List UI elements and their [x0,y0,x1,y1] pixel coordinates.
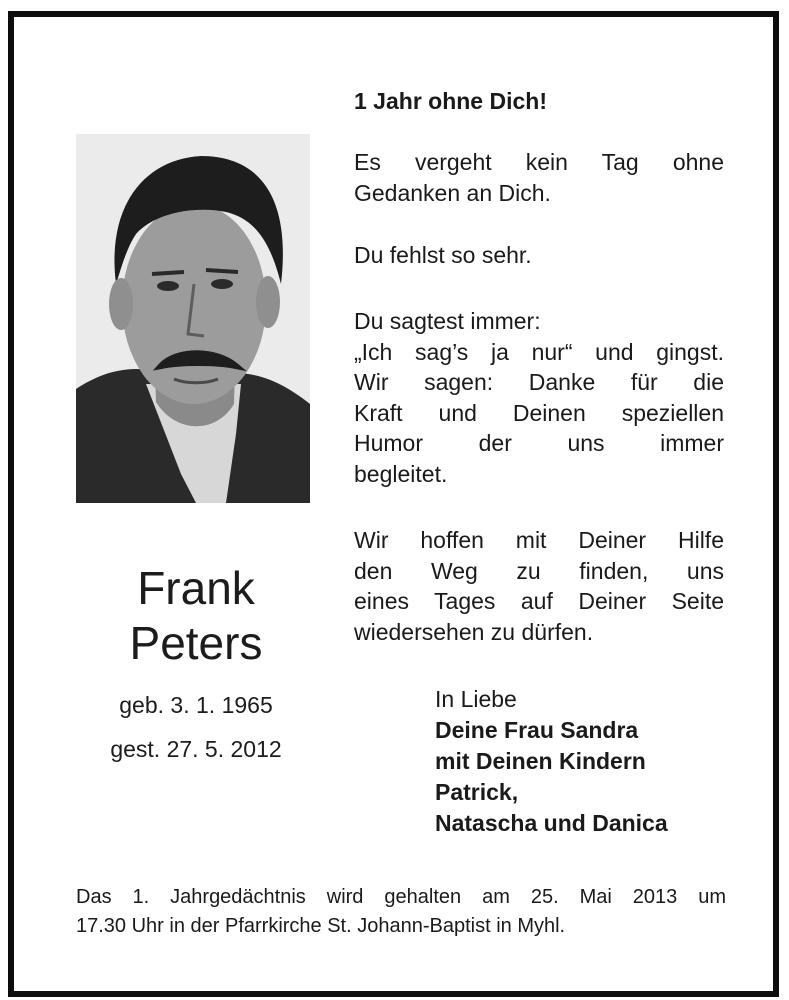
portrait-photo [76,134,310,503]
stanza-line: Wir hoffen mit Deiner Hilfe [354,527,724,553]
signature-line: Deine Frau Sandra [435,717,639,743]
memorial-notice-line: 17.30 Uhr in der Pfarrkirche St. Johann-Baptist in Myhl. [76,915,566,937]
signature-line: mit Deinen Kindern [435,748,646,774]
stanza-4 [354,525,724,647]
signature-block [435,684,735,839]
stanza-line: Du sagtest immer: [354,308,541,334]
stanza-2 [354,240,724,271]
deceased-last-name: Peters [129,617,263,669]
stanza-line: wiedersehen zu dürfen. [354,618,594,645]
stanza-line: „Ich sag’s ja nur“ und gingst. [354,338,724,365]
stanza-line: den Weg zu finden, uns [354,557,724,584]
death-date: gest. 27. 5. 2012 [110,736,282,762]
deceased-first-name: Frank [137,562,255,614]
heading: 1 Jahr ohne Dich! [354,88,547,114]
stanza-line: Es vergeht kein Tag ohne [354,149,724,175]
obituary-card [8,11,779,997]
stanza-1 [354,147,724,208]
stanza-line: Du fehlst so sehr. [354,242,532,268]
stanza-line: Wir sagen: Danke für die [354,369,724,395]
memorial-notice-line: Das 1. Jahrgedächtnis wird gehalten am 25. Mai 2013 um [76,886,726,908]
signature-intro: In Liebe [435,686,517,712]
stanza-line: eines Tages auf Deiner Seite [354,588,724,614]
memorial-notice [76,883,726,941]
birth-date: geb. 3. 1. 1965 [119,692,273,718]
stanza-line: begleitet. [354,460,448,487]
signature-line: Natascha und Danica [435,810,668,836]
stanza-line: Gedanken an Dich. [354,179,551,206]
portrait-image [76,134,310,503]
stanza-line: Kraft und Deinen speziellen [354,399,724,426]
stanza-line: Humor der uns immer [354,430,724,456]
signature-line: Patrick, [435,779,519,805]
stanza-3 [354,306,724,489]
